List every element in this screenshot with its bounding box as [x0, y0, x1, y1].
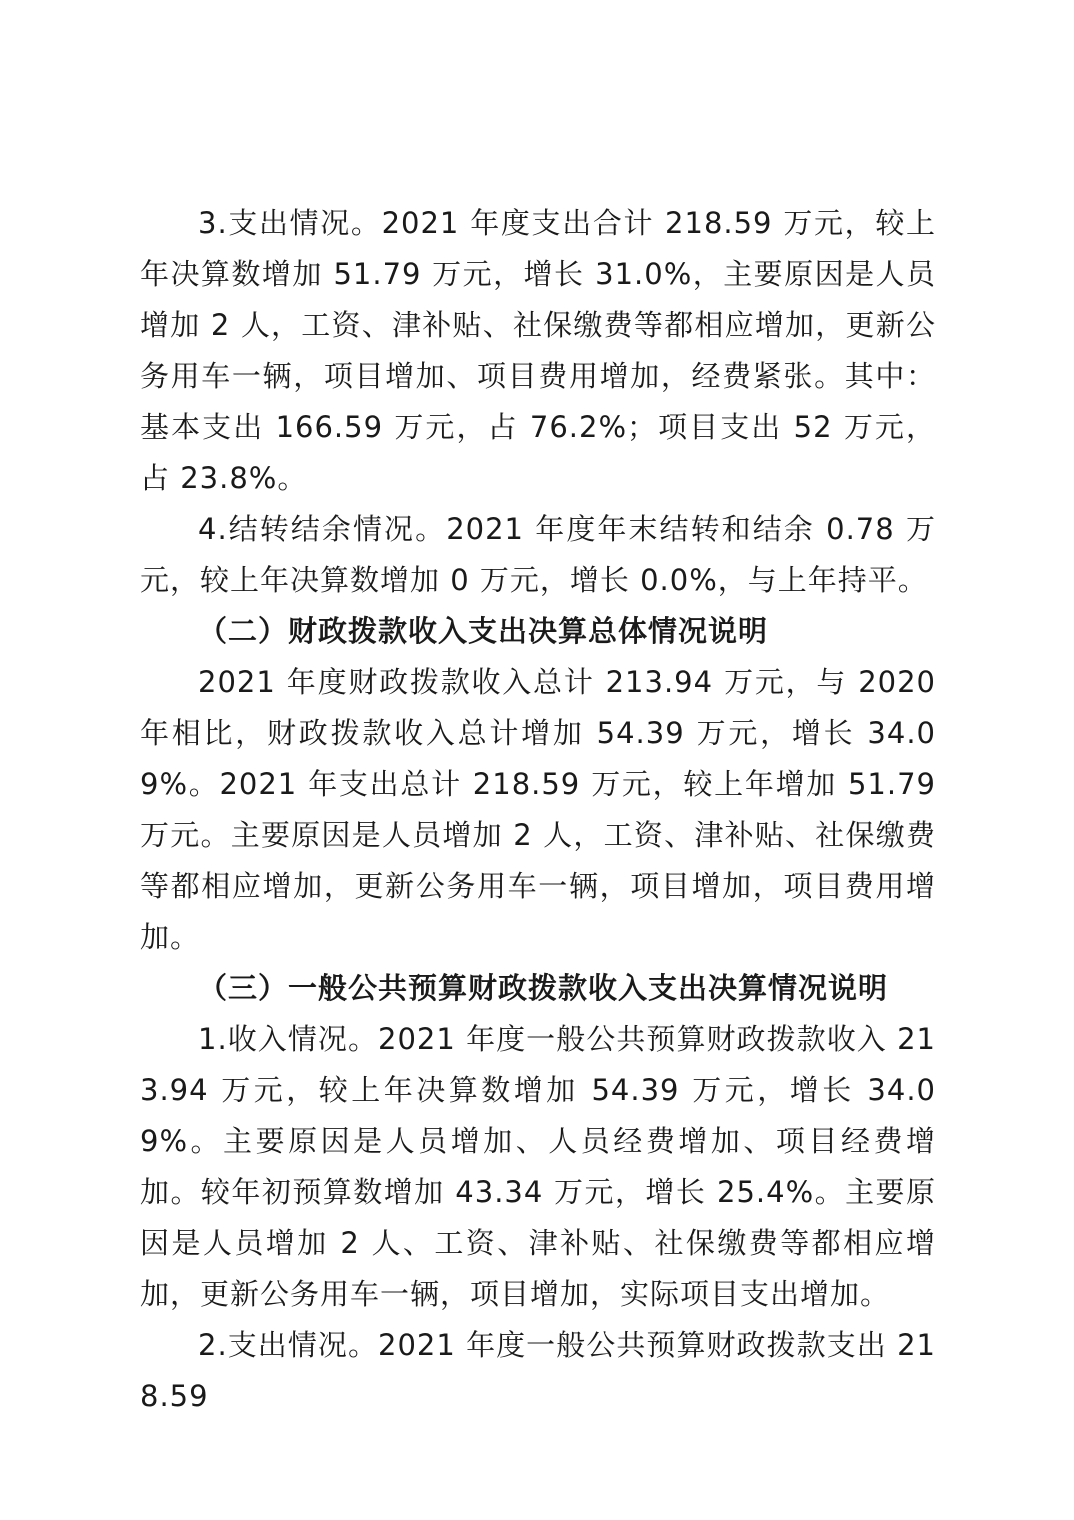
paragraph-fiscal-overall: 2021 年度财政拨款收入总计 213.94 万元，与 2020 年相比，财政拨款收入总计增加 54.39 万元，增长 34.09%。2021 年支出总计 218.59 万元，较上年增加 51.79 万元。主要原因是人员增加 2 人，工资、津补贴、社保缴费等都相应增加，更新公务用车一辆，项目增加，项目费用增加。: [140, 665, 936, 954]
paragraph-expenditure: 3.支出情况。2021 年度支出合计 218.59 万元，较上年决算数增加 51.79 万元，增长 31.0%，主要原因是人员增加 2 人，工资、津补贴、社保缴费等都相应增加，更新公务用车一辆，项目增加、项目费用增加，经费紧张。其中：基本支出 166.59 万元，占 76.2%；项目支出 52 万元，占 23.8%。: [140, 206, 936, 495]
paragraph-general-income: 1.收入情况。2021 年度一般公共预算财政拨款收入 213.94 万元，较上年决算数增加 54.39 万元，增长 34.09%。主要原因是人员增加、人员经费增加、项目经费增加。较年初预算数增加 43.34 万元，增长 25.4%。主要原因是人员增加 2 人、工资、津补贴、社保缴费等都相应增加，更新公务用车一辆，项目增加，实际项目支出增加。: [140, 1022, 936, 1311]
section-heading-fiscal-overall: （二）财政拨款收入支出决算总体情况说明: [198, 614, 769, 648]
paragraph-general-expenditure: 2.支出情况。2021 年度一般公共预算财政拨款支出 218.59: [140, 1328, 936, 1413]
document-body: [140, 198, 936, 1422]
section-heading-general-budget: （三）一般公共预算财政拨款收入支出决算情况说明: [198, 971, 889, 1005]
paragraph-carryover: 4.结转结余情况。2021 年度年末结转和结余 0.78 万元，较上年决算数增加 0 万元，增长 0.0%，与上年持平。: [140, 512, 936, 597]
